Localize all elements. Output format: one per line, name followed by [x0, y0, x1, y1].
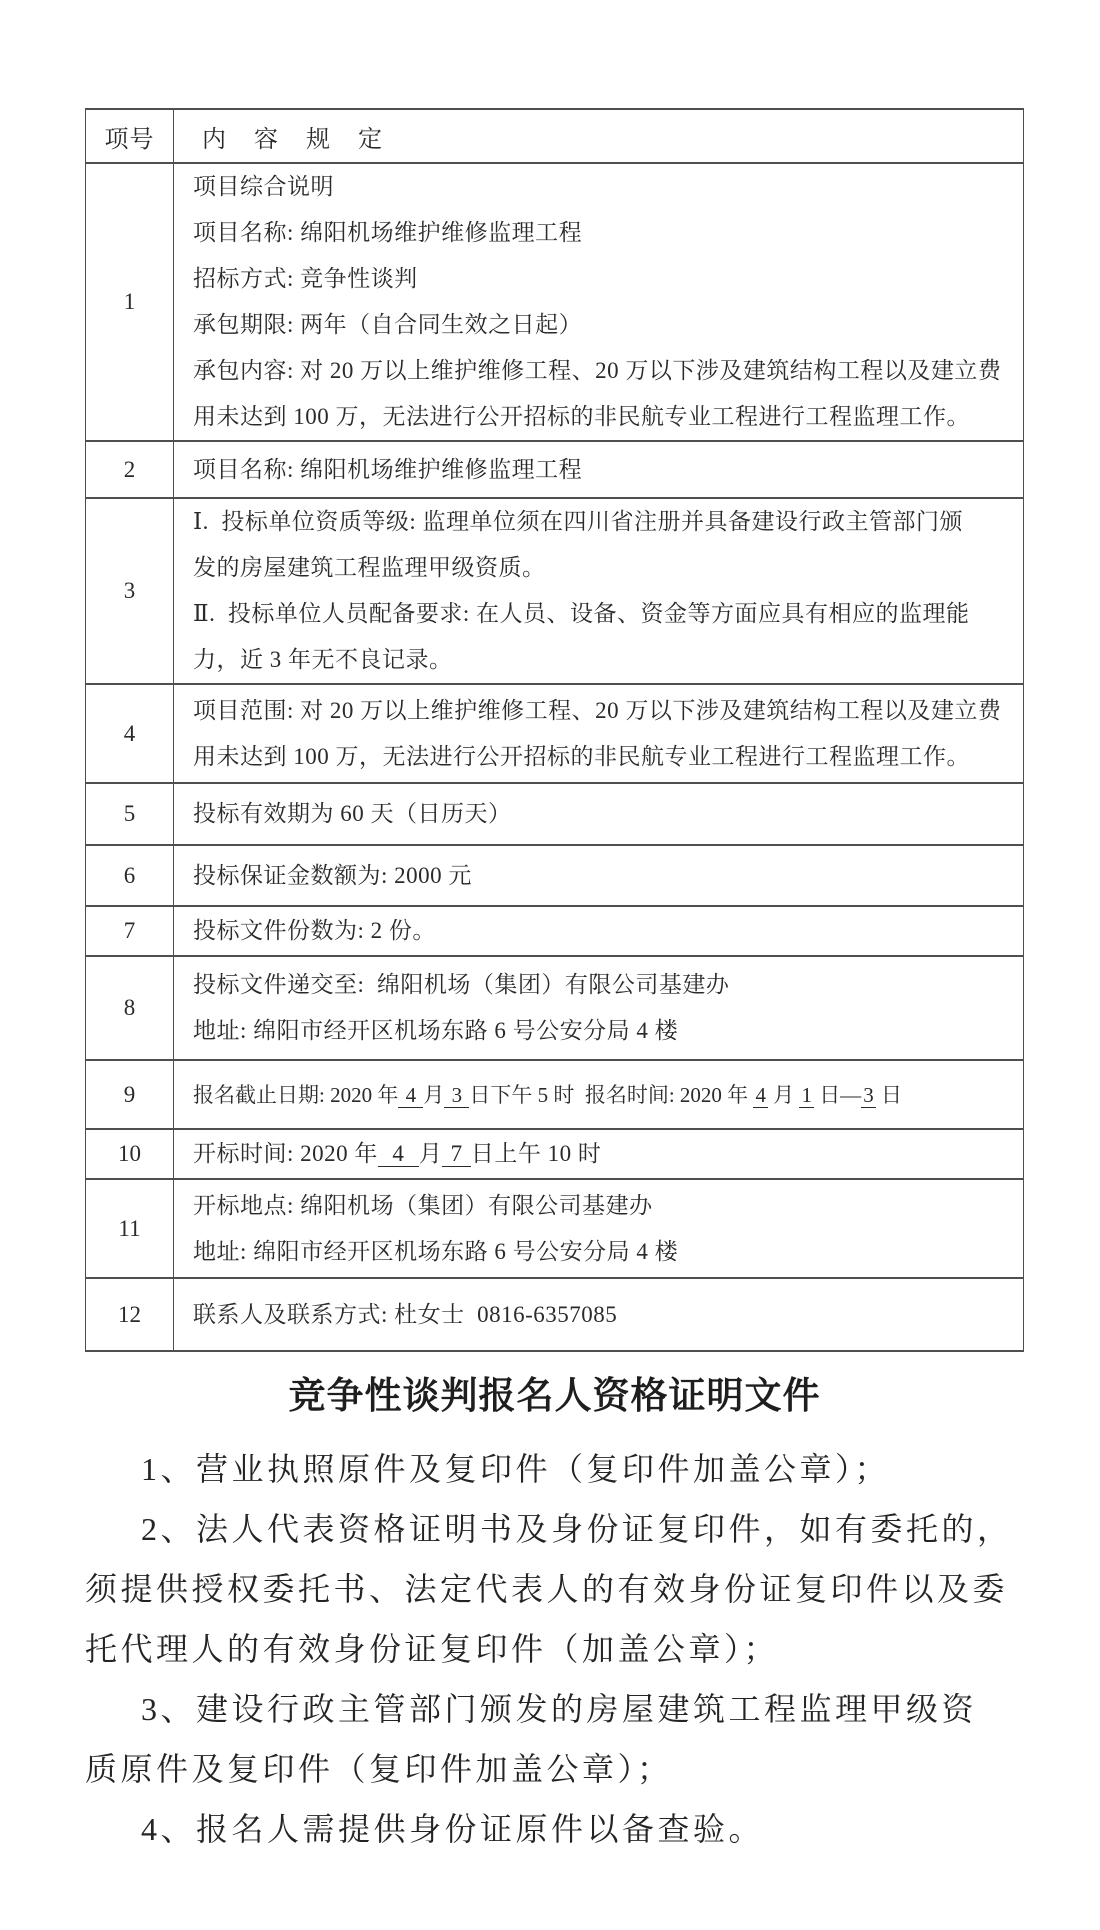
content-line: 投标文件份数为: 2 份。 [193, 918, 436, 943]
row-content-cell [174, 1060, 1024, 1129]
row-number-cell: 8 [86, 956, 174, 1060]
qualification-paragraph [85, 1799, 1024, 1859]
content-text: 开标时间: 2020 年 [193, 1141, 378, 1166]
row-number-cell: 2 [86, 441, 174, 498]
row-content-cell [174, 845, 1024, 906]
content-line: Ⅰ. 投标单位资质等级: 监理单位须在四川省注册并具备建设行政主管部门颁 [193, 509, 963, 534]
underlined-value: 4 [379, 1141, 417, 1166]
row-content-cell [174, 684, 1024, 783]
content-line: 投标文件递交至: 绵阳机场（集团）有限公司基建办 [193, 972, 730, 997]
header-content: 内 容 规 定 [174, 109, 1024, 163]
row-number-cell: 6 [86, 845, 174, 906]
content-text: 日— [813, 1082, 862, 1107]
content-line: 发的房屋建筑工程监理甲级资质。 [193, 555, 546, 580]
content-text: 日上午 10 时 [470, 1141, 602, 1166]
row-number-cell: 1 [86, 163, 174, 441]
table-row [86, 1278, 1024, 1351]
content-line: 用未达到 100 万，无法进行公开招标的非民航专业工程进行工程监理工作。 [193, 404, 970, 429]
underlined-value: 1 [801, 1082, 812, 1107]
underlined-value: 3 [863, 1082, 874, 1107]
row-content-cell [174, 441, 1024, 498]
table-header-row [86, 109, 1024, 163]
row-content-cell [174, 498, 1024, 684]
row-number-cell: 10 [86, 1129, 174, 1179]
table-row [86, 1060, 1024, 1129]
content-line: 项目名称: 绵阳机场维护维修监理工程 [193, 220, 583, 245]
table-row [86, 498, 1024, 684]
content-line: 地址: 绵阳市经开区机场东路 6 号公安分局 4 楼 [193, 1238, 679, 1264]
row-content-cell [174, 1278, 1024, 1351]
underlined-value: 7 [444, 1141, 469, 1166]
row-content-cell [174, 1179, 1024, 1278]
paragraph-line: 3、建设行政主管部门颁发的房屋建筑工程监理甲级资 [141, 1691, 978, 1727]
header-item-no: 项号 [86, 109, 174, 163]
content-line: 用未达到 100 万，无法进行公开招标的非民航专业工程进行工程监理工作。 [193, 743, 970, 769]
row-number-cell: 7 [86, 906, 174, 956]
table-row [86, 845, 1024, 906]
row-number-cell: 9 [86, 1060, 174, 1129]
table-row [86, 783, 1024, 845]
row-content-cell [174, 163, 1024, 441]
row-content-cell [174, 783, 1024, 845]
content-line: 项目范围: 对 20 万以上维护维修工程、20 万以下涉及建筑结构工程以及建立费 [193, 697, 1002, 723]
content-line: 地址: 绵阳市经开区机场东路 6 号公安分局 4 楼 [193, 1018, 679, 1043]
content-text: 日 [875, 1082, 902, 1107]
content-line: 开标地点: 绵阳机场（集团）有限公司基建办 [193, 1192, 653, 1218]
row-number-cell: 4 [86, 684, 174, 783]
table-row [86, 906, 1024, 956]
row-content-cell [174, 956, 1024, 1060]
qualification-section [85, 1365, 1024, 1859]
content-text: 日下午 5 时 报名时间: 2020 年 [469, 1082, 754, 1107]
content-line: Ⅱ. 投标单位人员配备要求: 在人员、设备、资金等方面应具有相应的监理能 [193, 601, 970, 626]
content-line: 招标方式: 竞争性谈判 [193, 266, 418, 291]
content-line: 联系人及联系方式: 杜女士 0816-6357085 [193, 1301, 618, 1327]
content-text: 月 [418, 1141, 443, 1166]
underlined-value: 4 [755, 1082, 766, 1107]
table-row [86, 956, 1024, 1060]
content-line: 投标保证金数额为: 2000 元 [193, 862, 472, 888]
table-row [86, 163, 1024, 441]
content-line: 承包内容: 对 20 万以上维护维修工程、20 万以下涉及建筑结构工程以及建立费 [193, 358, 1002, 383]
content-line: 项目名称: 绵阳机场维护维修监理工程 [193, 456, 583, 482]
row-number-cell: 11 [86, 1179, 174, 1278]
content-line: 投标有效期为 60 天（日历天） [193, 801, 512, 826]
row-content-cell [174, 1129, 1024, 1179]
paragraph-line: 须提供授权委托书、法定代表人的有效身份证复印件以及委 [85, 1571, 1009, 1607]
qualification-paragraph [85, 1499, 1024, 1679]
paragraph-line: 1、营业执照原件及复印件（复印件加盖公章）； [141, 1451, 891, 1487]
underlined-value: 3 [446, 1082, 468, 1107]
content-line: 力，近 3 年无不良记录。 [193, 647, 453, 672]
row-number-cell: 3 [86, 498, 174, 684]
row-content-cell [174, 906, 1024, 956]
qualification-paragraph [85, 1679, 1024, 1799]
content-text: 月 [767, 1082, 800, 1107]
table-row [86, 1179, 1024, 1278]
table-row [86, 441, 1024, 498]
row-number-cell: 5 [86, 783, 174, 845]
paragraph-line: 2、法人代表资格证明书及身份证复印件，如有委托的， [141, 1511, 1013, 1547]
content-line: 项目综合说明 [193, 174, 334, 199]
underlined-value: 4 [400, 1082, 422, 1107]
qualification-paragraph [85, 1439, 1024, 1499]
row-number-cell: 12 [86, 1278, 174, 1351]
spec-table [85, 108, 1024, 1352]
paragraph-line: 4、报名人需提供身份证原件以备查验。 [141, 1811, 765, 1847]
content-text: 月 [423, 1082, 445, 1107]
table-row [86, 684, 1024, 783]
paragraph-line: 质原件及复印件（复印件加盖公章）； [85, 1751, 673, 1787]
paragraph-line: 托代理人的有效身份证复印件（加盖公章）； [85, 1631, 780, 1667]
content-text: 报名截止日期: 2020 年 [193, 1082, 399, 1107]
section-heading: 竞争性谈判报名人资格证明文件 [288, 1376, 821, 1417]
content-line: 承包期限: 两年（自合同生效之日起） [193, 312, 583, 337]
table-row [86, 1129, 1024, 1179]
